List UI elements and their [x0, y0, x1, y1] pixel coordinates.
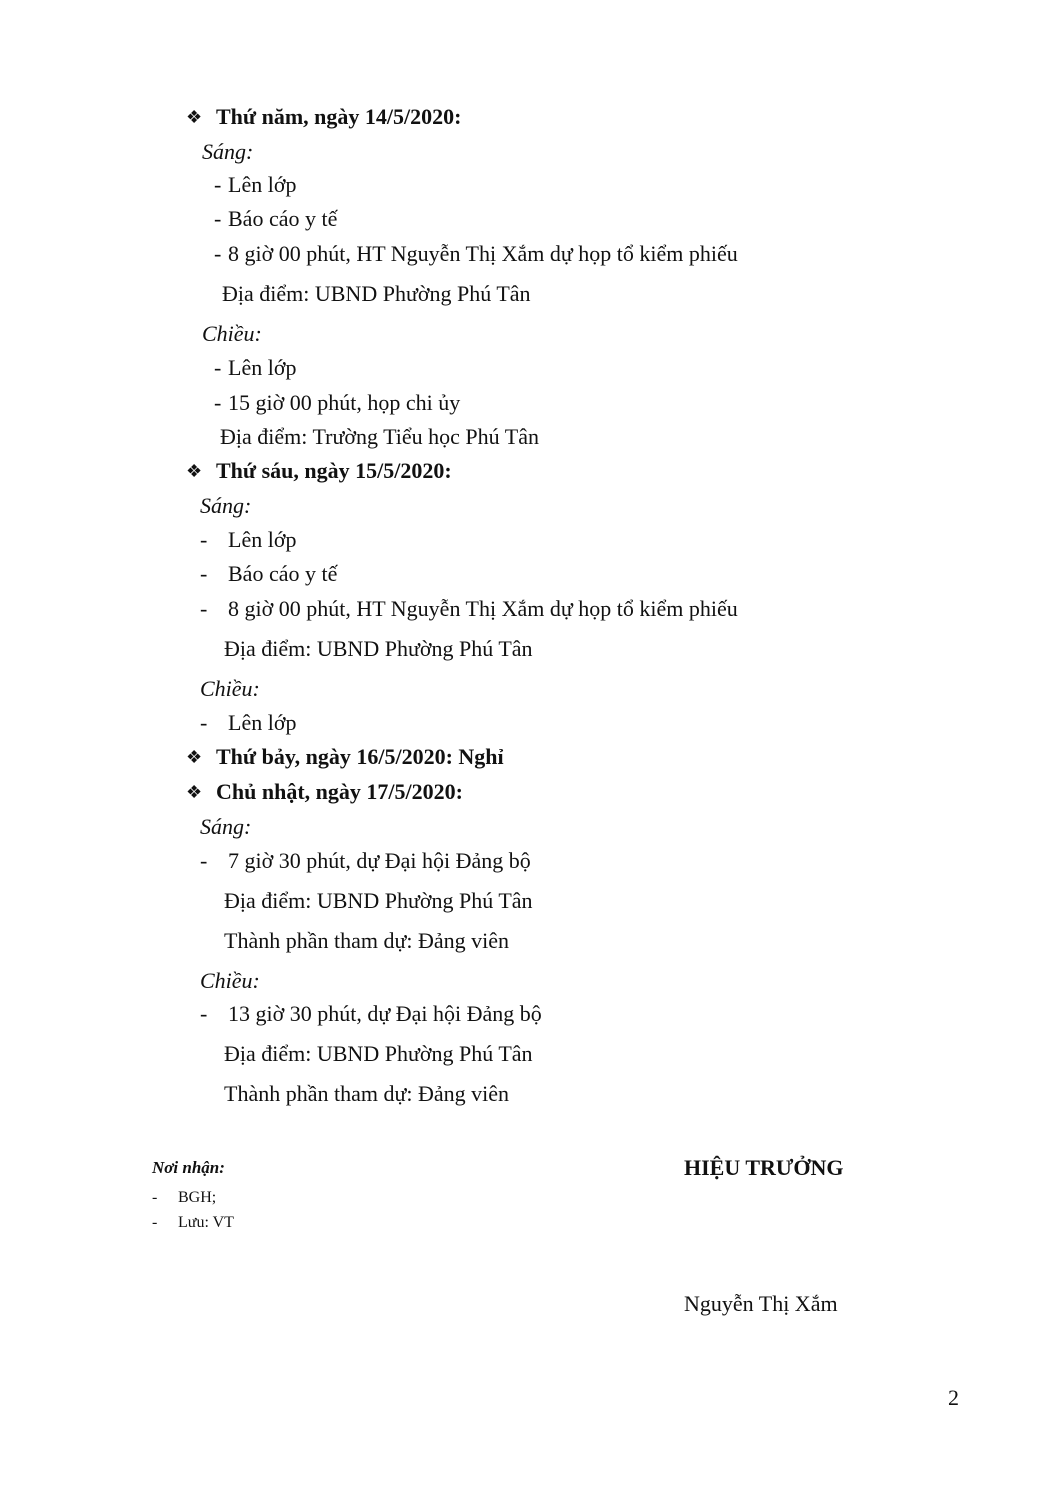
afternoon-label: Chiều:	[200, 676, 260, 701]
list-item: Lên lớp	[228, 172, 297, 197]
list-item: Lên lớp	[228, 355, 297, 380]
list-item: Lên lớp	[228, 527, 297, 552]
morning-label: Sáng:	[200, 814, 252, 839]
list-dash: -	[152, 1214, 158, 1231]
bullet-diamond-icon: ❖	[186, 461, 203, 481]
signer-name: Nguyễn Thị Xắm	[684, 1291, 838, 1316]
list-item: Báo cáo y tế	[228, 206, 338, 231]
location-line: Địa điểm: UBND Phường Phú Tân	[224, 636, 533, 661]
list-dash: -	[200, 710, 208, 735]
list-item: 13 giờ 30 phút, dự Đại hội Đảng bộ	[228, 1001, 542, 1026]
page-number: 2	[948, 1385, 959, 1410]
list-dash: -	[200, 848, 208, 873]
participants-line: Thành phần tham dự: Đảng viên	[224, 1081, 510, 1106]
afternoon-label: Chiều:	[202, 321, 262, 346]
bullet-diamond-icon: ❖	[186, 747, 203, 767]
bullet-diamond-icon: ❖	[186, 782, 203, 802]
morning-label: Sáng:	[202, 139, 254, 164]
location-line: Địa điểm: UBND Phường Phú Tân	[224, 1041, 533, 1066]
list-dash: -	[200, 596, 208, 621]
bullet-diamond-icon: ❖	[186, 107, 203, 127]
list-item: Lên lớp	[228, 710, 297, 735]
day-heading-saturday: Thứ bảy, ngày 16/5/2020: Nghỉ	[216, 744, 504, 769]
recipient-item: Lưu: VT	[178, 1214, 234, 1231]
list-item: 8 giờ 00 phút, HT Nguyễn Thị Xắm dự họp tổ kiểm phiếu	[228, 596, 738, 621]
day-heading-friday: Thứ sáu, ngày 15/5/2020:	[216, 458, 452, 483]
recipient-item: BGH;	[178, 1189, 217, 1206]
list-dash: -	[214, 241, 222, 266]
list-dash: -	[214, 172, 222, 197]
morning-label: Sáng:	[200, 493, 252, 518]
day-heading-thursday: Thứ năm, ngày 14/5/2020:	[216, 104, 462, 129]
list-dash: -	[200, 561, 208, 586]
list-item: 15 giờ 00 phút, họp chi ủy	[228, 390, 461, 415]
participants-line: Thành phần tham dự: Đảng viên	[224, 928, 510, 953]
signer-title: HIỆU TRƯỞNG	[684, 1155, 844, 1180]
location-line: Địa điểm: Trường Tiểu học Phú Tân	[220, 424, 539, 449]
list-dash: -	[214, 355, 222, 380]
list-dash: -	[200, 1001, 208, 1026]
list-item: 8 giờ 00 phút, HT Nguyễn Thị Xắm dự họp tổ kiểm phiếu	[228, 241, 738, 266]
location-line: Địa điểm: UBND Phường Phú Tân	[222, 281, 531, 306]
list-item: Báo cáo y tế	[228, 561, 338, 586]
day-heading-sunday: Chủ nhật, ngày 17/5/2020:	[216, 779, 463, 804]
list-dash: -	[214, 206, 222, 231]
list-dash: -	[152, 1189, 158, 1206]
recipients-label: Nơi nhận:	[152, 1158, 225, 1177]
afternoon-label: Chiều:	[200, 968, 260, 993]
location-line: Địa điểm: UBND Phường Phú Tân	[224, 888, 533, 913]
list-dash: -	[200, 527, 208, 552]
list-item: 7 giờ 30 phút, dự Đại hội Đảng bộ	[228, 848, 531, 873]
list-dash: -	[214, 390, 222, 415]
